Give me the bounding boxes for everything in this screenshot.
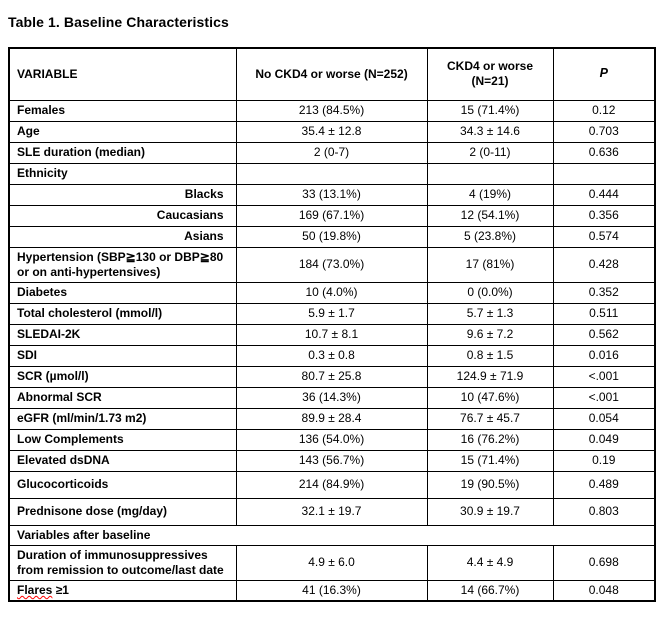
value-cell: 30.9 ± 19.7 <box>427 498 553 525</box>
table-row <box>9 471 655 498</box>
value-cell: 0.8 ± 1.5 <box>427 345 553 366</box>
value-cell: 12 (54.1%) <box>427 205 553 226</box>
table-row <box>9 247 655 282</box>
table-row <box>9 429 655 450</box>
variable-cell: Flares ≥1 <box>9 580 236 601</box>
value-cell: 0.698 <box>553 545 655 580</box>
value-cell: 76.7 ± 45.7 <box>427 408 553 429</box>
value-cell: 0.3 ± 0.8 <box>236 345 427 366</box>
value-cell: 36 (14.3%) <box>236 387 427 408</box>
value-cell: 50 (19.8%) <box>236 226 427 247</box>
table-row <box>9 205 655 226</box>
value-cell: 10 (4.0%) <box>236 282 427 303</box>
value-cell: 0.803 <box>553 498 655 525</box>
variable-cell: SLEDAI-2K <box>9 324 236 345</box>
table-row <box>9 303 655 324</box>
variable-cell: Glucocorticoids <box>9 471 236 498</box>
value-cell: 41 (16.3%) <box>236 580 427 601</box>
value-cell: 169 (67.1%) <box>236 205 427 226</box>
variable-cell: Blacks <box>9 184 236 205</box>
value-cell: 0.511 <box>553 303 655 324</box>
variable-cell: Hypertension (SBP≧130 or DBP≧80 or on anti-hypertensives) <box>9 247 236 282</box>
value-cell: 5.7 ± 1.3 <box>427 303 553 324</box>
value-cell: 10 (47.6%) <box>427 387 553 408</box>
value-cell: 0 (0.0%) <box>427 282 553 303</box>
baseline-characteristics-table <box>8 47 656 602</box>
variable-cell: Diabetes <box>9 282 236 303</box>
value-cell: 2 (0-11) <box>427 142 553 163</box>
value-cell: 4 (19%) <box>427 184 553 205</box>
value-cell: 0.19 <box>553 450 655 471</box>
value-cell: 214 (84.9%) <box>236 471 427 498</box>
table-row <box>9 226 655 247</box>
value-cell: 5 (23.8%) <box>427 226 553 247</box>
variable-cell: Females <box>9 100 236 121</box>
value-cell: <.001 <box>553 387 655 408</box>
table-row <box>9 163 655 184</box>
value-cell: 89.9 ± 28.4 <box>236 408 427 429</box>
table-row <box>9 142 655 163</box>
value-cell: 17 (81%) <box>427 247 553 282</box>
value-cell: 5.9 ± 1.7 <box>236 303 427 324</box>
value-cell: 0.016 <box>553 345 655 366</box>
value-cell: 0.562 <box>553 324 655 345</box>
value-cell: 4.9 ± 6.0 <box>236 545 427 580</box>
table-row <box>9 366 655 387</box>
table-row <box>9 121 655 142</box>
table-row <box>9 498 655 525</box>
table-row <box>9 324 655 345</box>
section-header-cell: Variables after baseline <box>9 525 655 545</box>
table-row <box>9 184 655 205</box>
value-cell <box>427 163 553 184</box>
value-cell: 143 (56.7%) <box>236 450 427 471</box>
value-cell <box>553 163 655 184</box>
table-body <box>9 100 655 601</box>
table-title: Table 1. Baseline Characteristics <box>8 14 229 30</box>
variable-cell: Abnormal SCR <box>9 387 236 408</box>
variable-cell: SLE duration (median) <box>9 142 236 163</box>
column-header-p-value: P <box>553 48 655 100</box>
value-cell: 0.12 <box>553 100 655 121</box>
value-cell: 15 (71.4%) <box>427 450 553 471</box>
variable-cell: SCR (µmol/l) <box>9 366 236 387</box>
section-row <box>9 525 655 545</box>
variable-cell: Caucasians <box>9 205 236 226</box>
table-row <box>9 450 655 471</box>
value-cell: 0.489 <box>553 471 655 498</box>
table-row <box>9 345 655 366</box>
table-row <box>9 408 655 429</box>
table-row <box>9 387 655 408</box>
column-header-ckd4: CKD4 or worse (N=21) <box>427 48 553 100</box>
value-cell: 136 (54.0%) <box>236 429 427 450</box>
value-cell: 0.428 <box>553 247 655 282</box>
value-cell: 0.574 <box>553 226 655 247</box>
variable-cell: Duration of immunosuppressives from remission to outcome/last date <box>9 545 236 580</box>
value-cell: 0.703 <box>553 121 655 142</box>
value-cell: 124.9 ± 71.9 <box>427 366 553 387</box>
value-cell: 0.352 <box>553 282 655 303</box>
value-cell: 34.3 ± 14.6 <box>427 121 553 142</box>
variable-cell: SDI <box>9 345 236 366</box>
variable-cell: Asians <box>9 226 236 247</box>
variable-cell: eGFR (ml/min/1.73 m2) <box>9 408 236 429</box>
variable-cell: Prednisone dose (mg/day) <box>9 498 236 525</box>
table-row <box>9 282 655 303</box>
value-cell: 16 (76.2%) <box>427 429 553 450</box>
variable-cell: Low Complements <box>9 429 236 450</box>
value-cell: 0.444 <box>553 184 655 205</box>
table-header <box>9 48 655 100</box>
table-row <box>9 580 655 601</box>
value-cell: 0.356 <box>553 205 655 226</box>
misspelled-word: Flares <box>17 582 53 597</box>
table-row <box>9 100 655 121</box>
value-cell: 15 (71.4%) <box>427 100 553 121</box>
value-cell: 32.1 ± 19.7 <box>236 498 427 525</box>
variable-cell: Total cholesterol (mmol/l) <box>9 303 236 324</box>
value-cell: 0.049 <box>553 429 655 450</box>
value-cell: 4.4 ± 4.9 <box>427 545 553 580</box>
value-cell: 35.4 ± 12.8 <box>236 121 427 142</box>
variable-cell: Age <box>9 121 236 142</box>
value-cell: 19 (90.5%) <box>427 471 553 498</box>
value-cell: <.001 <box>553 366 655 387</box>
value-cell: 213 (84.5%) <box>236 100 427 121</box>
value-cell: 0.054 <box>553 408 655 429</box>
value-cell: 0.636 <box>553 142 655 163</box>
value-cell: 2 (0-7) <box>236 142 427 163</box>
column-header-variable: VARIABLE <box>9 48 236 100</box>
variable-cell: Elevated dsDNA <box>9 450 236 471</box>
value-cell: 9.6 ± 7.2 <box>427 324 553 345</box>
value-cell: 10.7 ± 8.1 <box>236 324 427 345</box>
column-header-no-ckd4: No CKD4 or worse (N=252) <box>236 48 427 100</box>
value-cell: 33 (13.1%) <box>236 184 427 205</box>
value-cell <box>236 163 427 184</box>
value-cell: 0.048 <box>553 580 655 601</box>
table-row <box>9 545 655 580</box>
value-cell: 80.7 ± 25.8 <box>236 366 427 387</box>
value-cell: 14 (66.7%) <box>427 580 553 601</box>
header-row <box>9 48 655 100</box>
variable-cell: Ethnicity <box>9 163 236 184</box>
value-cell: 184 (73.0%) <box>236 247 427 282</box>
